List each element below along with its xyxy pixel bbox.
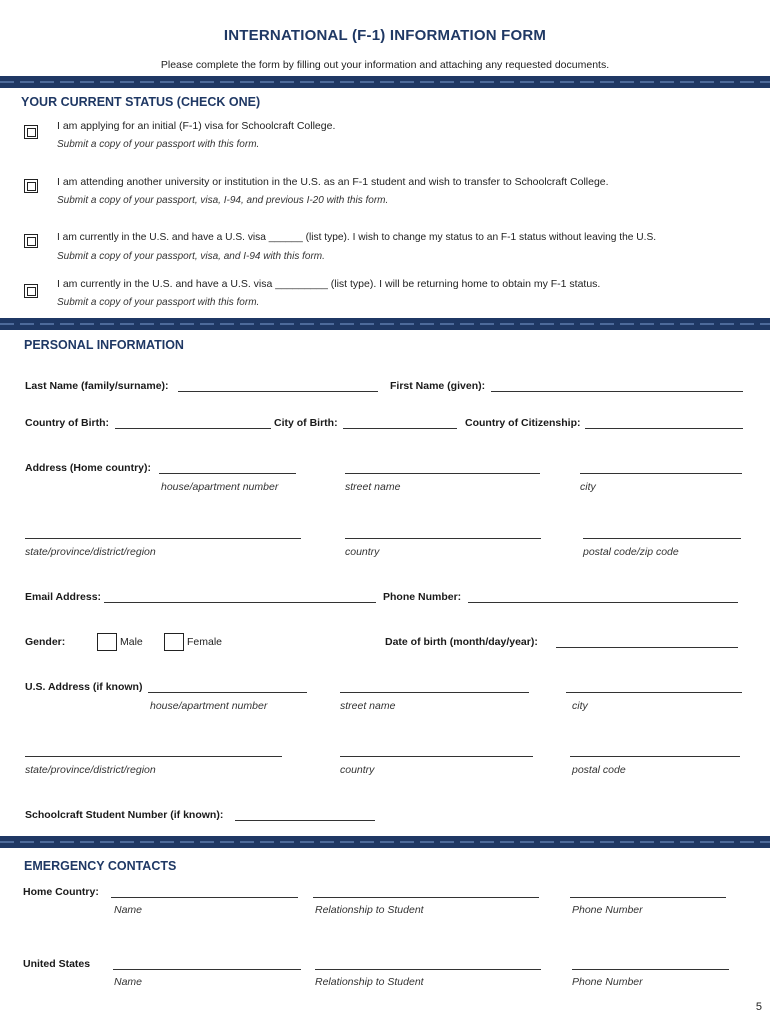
status-option-2-note: Submit a copy of your passport, visa, I-94, and previous I-20 with this form. — [57, 195, 389, 206]
citizenship-label: Country of Citizenship: — [465, 417, 581, 429]
home-postal-caption: postal code/zip code — [583, 546, 679, 558]
us-contact-label: United States — [23, 958, 91, 970]
home-country-caption: country — [345, 546, 380, 558]
home-city-field[interactable] — [580, 473, 742, 474]
home-city-caption: city — [580, 481, 596, 493]
home-postal-field[interactable] — [583, 538, 741, 539]
page-number: 5 — [755, 1001, 762, 1013]
home-state-caption: state/province/district/region — [25, 546, 156, 558]
student-number-field[interactable] — [235, 820, 375, 821]
us-state-field[interactable] — [25, 756, 282, 757]
home-street-field[interactable] — [345, 473, 540, 474]
us-address-label: U.S. Address (if known) — [25, 681, 143, 693]
status-option-2-label: I am attending another university or institution in the U.S. as an F-1 student and wish to transfer to Schoolcraft College. — [57, 176, 609, 188]
gender-male-label: Male — [120, 636, 143, 648]
home-contact-relationship-field[interactable] — [313, 897, 539, 898]
last-name-field[interactable] — [178, 391, 378, 392]
status-option-4-note: Submit a copy of your passport with this form. — [57, 297, 260, 308]
home-country-field[interactable] — [345, 538, 541, 539]
home-house-field[interactable] — [159, 473, 296, 474]
status-option-1-checkbox[interactable] — [24, 125, 38, 139]
us-contact-relationship-caption: Relationship to Student — [315, 976, 424, 988]
form-subtitle: Please complete the form by filling out your information and attaching any requested documents. — [160, 59, 610, 71]
section-divider — [0, 76, 770, 88]
home-address-label: Address (Home country): — [25, 462, 152, 474]
email-label: Email Address: — [25, 591, 102, 603]
email-field[interactable] — [104, 602, 376, 603]
us-country-caption: country — [340, 764, 375, 776]
home-contact-phone-caption: Phone Number — [572, 904, 643, 916]
first-name-field[interactable] — [491, 391, 743, 392]
us-state-caption: state/province/district/region — [25, 764, 156, 776]
emergency-section-title: EMERGENCY CONTACTS — [24, 859, 177, 873]
country-of-birth-field[interactable] — [115, 428, 271, 429]
country-of-birth-label: Country of Birth: — [25, 417, 109, 429]
status-option-2-checkbox[interactable] — [24, 179, 38, 193]
section-divider — [0, 318, 770, 330]
city-of-birth-field[interactable] — [343, 428, 457, 429]
home-contact-name-caption: Name — [114, 904, 143, 916]
citizenship-field[interactable] — [585, 428, 743, 429]
us-street-field[interactable] — [340, 692, 529, 693]
gender-male-checkbox[interactable] — [97, 633, 117, 651]
home-country-contact-label: Home Country: — [23, 886, 99, 898]
us-postal-caption: postal code — [572, 764, 626, 776]
gender-label: Gender: — [25, 636, 66, 648]
dob-label: Date of birth (month/day/year): — [385, 636, 538, 648]
gender-female-checkbox[interactable] — [164, 633, 184, 651]
first-name-label: First Name (given): — [390, 380, 486, 392]
us-country-field[interactable] — [340, 756, 533, 757]
personal-section-title: PERSONAL INFORMATION — [24, 338, 184, 352]
phone-field[interactable] — [468, 602, 738, 603]
us-city-field[interactable] — [566, 692, 742, 693]
gender-female-label: Female — [187, 636, 223, 648]
phone-label: Phone Number: — [383, 591, 462, 603]
us-contact-name-field[interactable] — [113, 969, 301, 970]
home-contact-relationship-caption: Relationship to Student — [315, 904, 424, 916]
us-city-caption: city — [572, 700, 588, 712]
status-option-4-checkbox[interactable] — [24, 284, 38, 298]
us-street-caption: street name — [340, 700, 396, 712]
status-section-title: YOUR CURRENT STATUS (CHECK ONE) — [21, 95, 261, 109]
us-contact-phone-field[interactable] — [572, 969, 729, 970]
status-option-3-checkbox[interactable] — [24, 234, 38, 248]
dob-field[interactable] — [556, 647, 738, 648]
status-option-1-label: I am applying for an initial (F-1) visa for Schoolcraft College. — [57, 120, 336, 132]
us-contact-phone-caption: Phone Number — [572, 976, 643, 988]
student-number-label: Schoolcraft Student Number (if known): — [25, 809, 224, 821]
us-postal-field[interactable] — [570, 756, 740, 757]
home-contact-name-field[interactable] — [111, 897, 298, 898]
home-contact-phone-field[interactable] — [570, 897, 726, 898]
us-house-caption: house/apartment number — [150, 700, 268, 712]
status-option-3-label: I am currently in the U.S. and have a U.S. visa ______ (list type). I wish to change my status to an F-1 status without leaving the U.S. — [57, 232, 657, 243]
status-option-4-label: I am currently in the U.S. and have a U.S. visa _________ (list type). I will be returning home to obtain my F-1 status. — [57, 278, 601, 290]
status-option-3-note: Submit a copy of your passport, visa, and I-94 with this form. — [57, 251, 325, 262]
last-name-label: Last Name (family/surname): — [25, 380, 169, 392]
section-divider — [0, 836, 770, 848]
form-title: INTERNATIONAL (F-1) INFORMATION FORM — [223, 27, 547, 44]
home-street-caption: street name — [345, 481, 401, 493]
us-house-field[interactable] — [148, 692, 307, 693]
home-state-field[interactable] — [25, 538, 301, 539]
city-of-birth-label: City of Birth: — [274, 417, 338, 429]
home-house-caption: house/apartment number — [161, 481, 279, 493]
us-contact-name-caption: Name — [114, 976, 143, 988]
status-option-1-note: Submit a copy of your passport with this form. — [57, 139, 260, 150]
us-contact-relationship-field[interactable] — [315, 969, 541, 970]
